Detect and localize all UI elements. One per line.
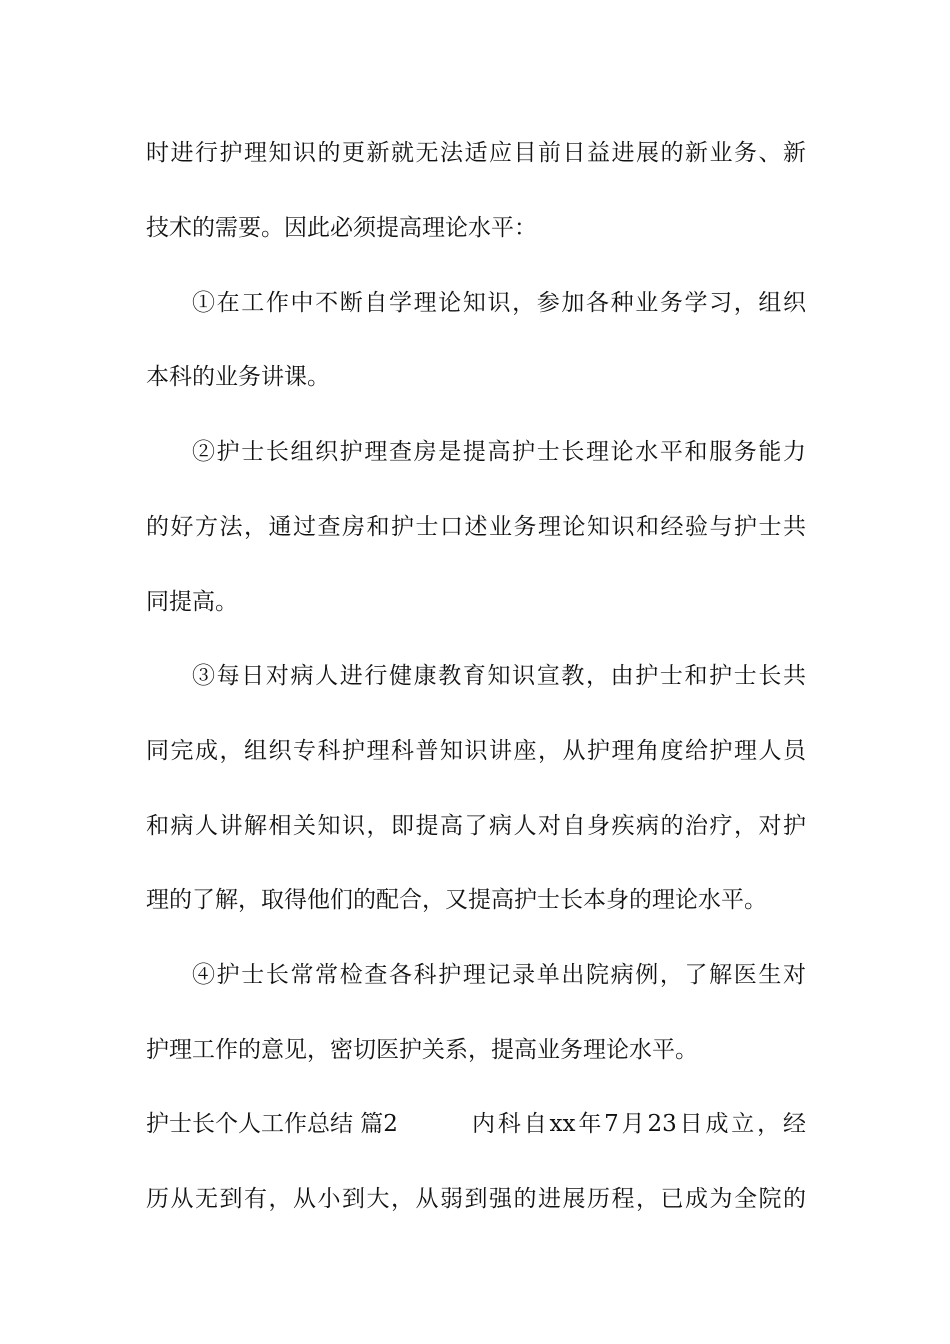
list-item-1-line-1: ①在工作中不断自学理论知识，参加各种业务学习，组织 xyxy=(192,290,806,316)
text-line-1: 时进行护理知识的更新就无法适应目前日益进展的新业务、新 xyxy=(146,140,806,166)
list-item-3-line-2: 同完成，组织专科护理科普知识讲座，从护理角度给护理人员 xyxy=(146,738,806,764)
list-item-3-line-3: 和病人讲解相关知识，即提高了病人对自身疾病的治疗，对护 xyxy=(146,813,806,839)
list-item-4-line-2: 护理工作的意见，密切医护关系，提高业务理论水平。 xyxy=(146,1037,698,1063)
text-line-2: 技术的需要。因此必须提高理论水平： xyxy=(146,215,537,241)
section-heading: 护士长个人工作总结 篇2 xyxy=(146,1111,398,1137)
list-item-1-line-2: 本科的业务讲课。 xyxy=(146,364,330,390)
list-item-4-line-1: ④护士长常常检查各科护理记录单出院病例，了解医生对 xyxy=(192,962,806,988)
section-second-line: 历从无到有，从小到大，从弱到强的进展历程，已成为全院的 xyxy=(146,1186,806,1212)
list-item-2-line-2: 的好方法，通过查房和护士口述业务理论知识和经验与护士共 xyxy=(146,514,806,540)
list-item-2-line-1: ②护士长组织护理查房是提高护士长理论水平和服务能力 xyxy=(192,439,806,465)
list-item-3-line-4: 理的了解，取得他们的配合，又提高护士长本身的理论水平。 xyxy=(146,887,767,913)
list-item-2-line-3: 同提高。 xyxy=(146,589,238,615)
section-heading-row xyxy=(146,1109,806,1139)
list-item-3-line-1: ③每日对病人进行健康教育知识宣教，由护士和护士长共 xyxy=(192,663,806,689)
section-first-line: 内科自xx年7月23日成立，经 xyxy=(472,1111,806,1137)
